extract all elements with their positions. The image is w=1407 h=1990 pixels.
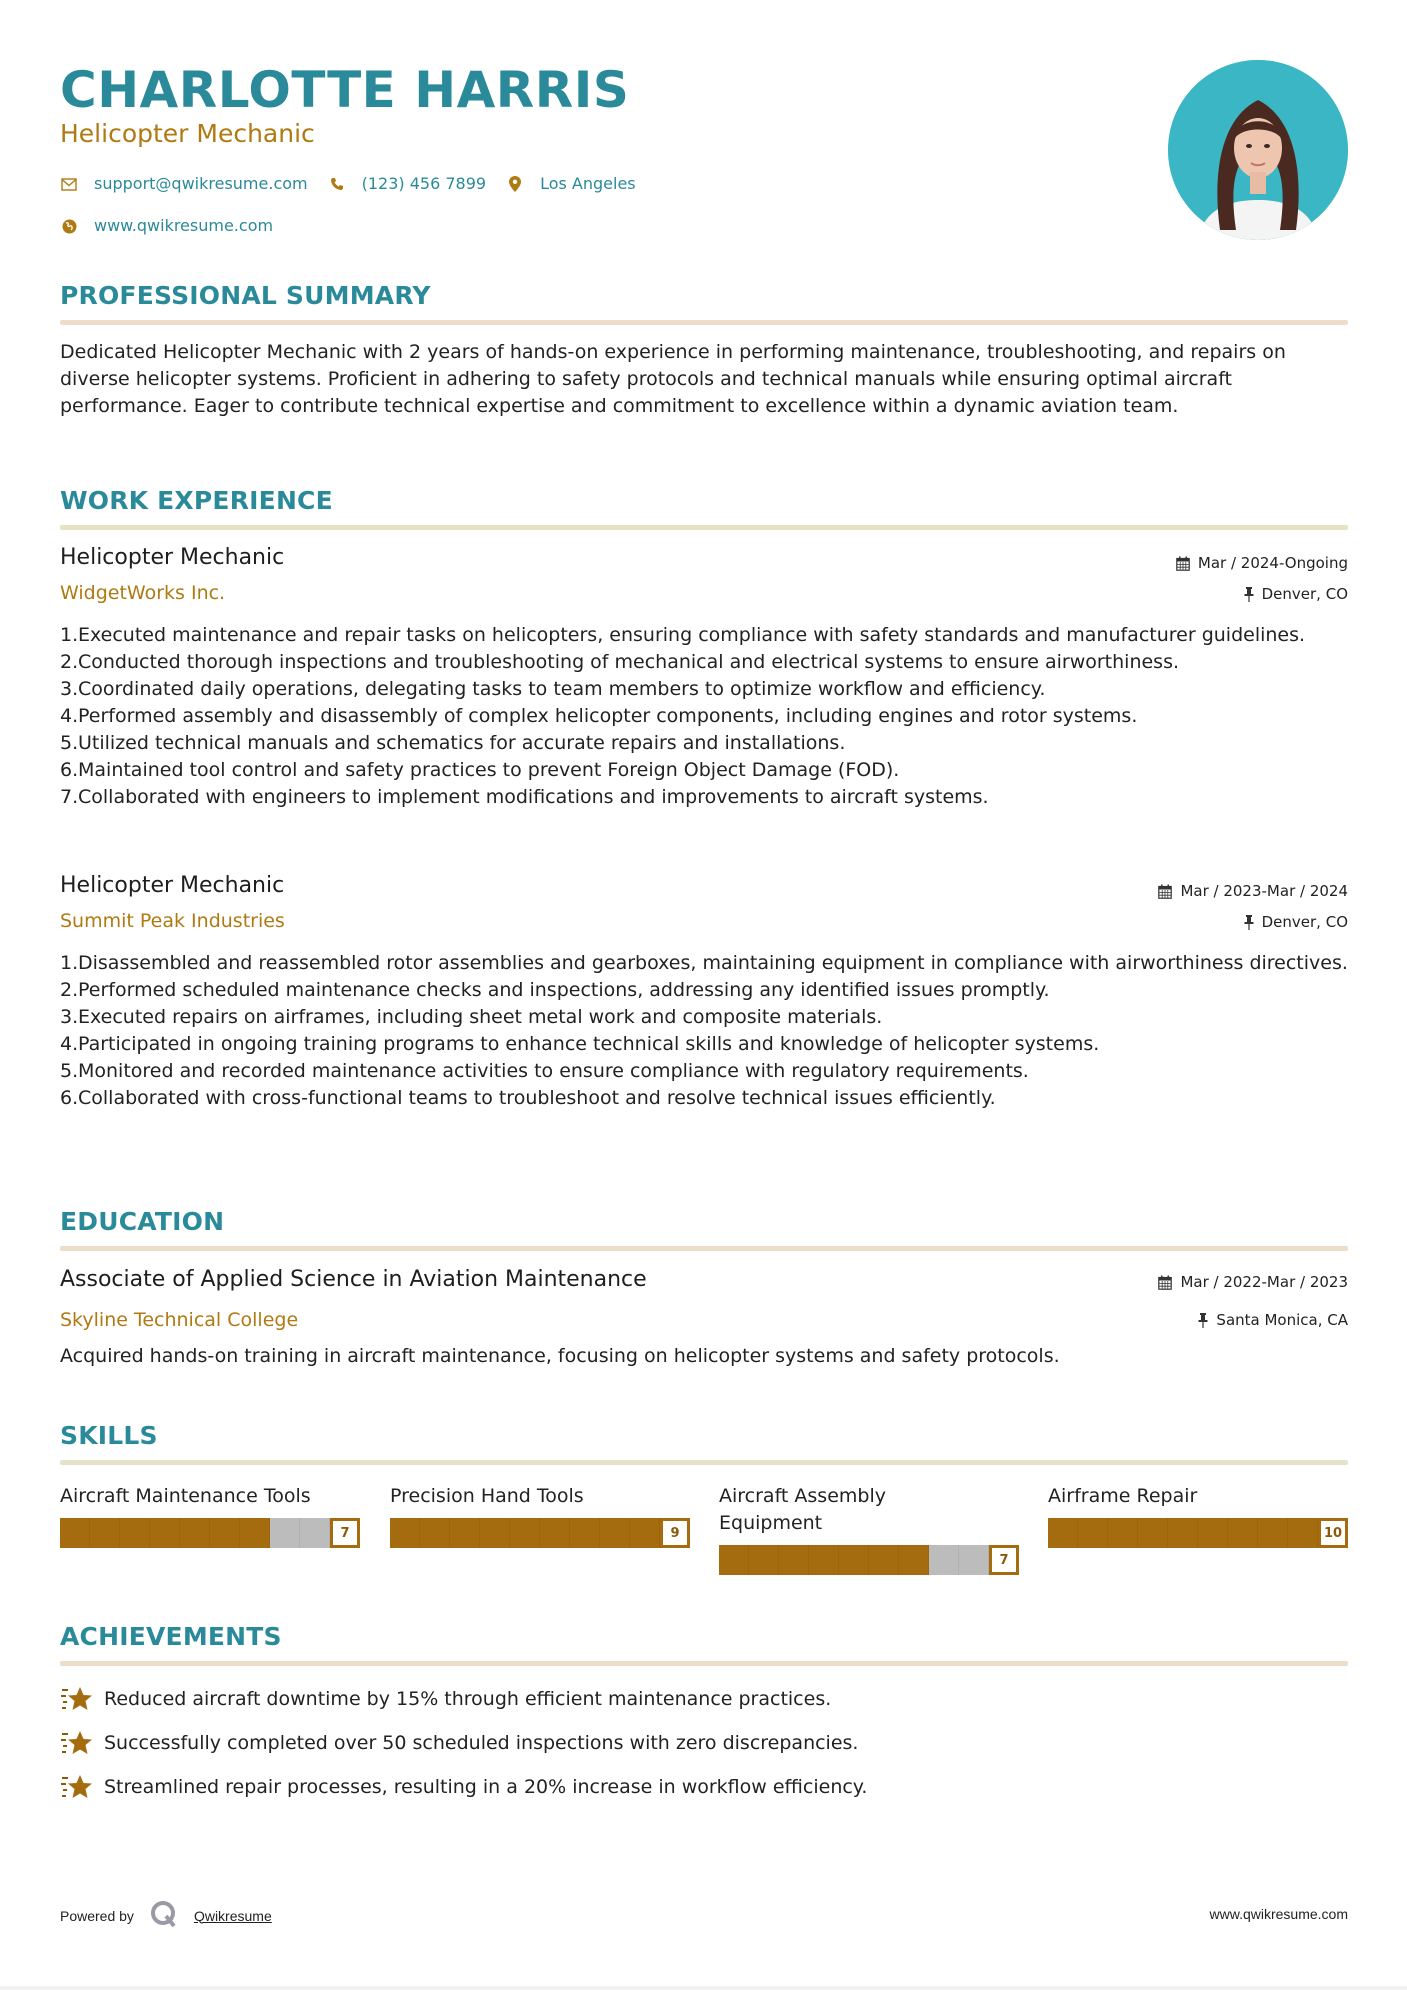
skill-level-bar	[1048, 1518, 1348, 1548]
list-item: 3. Coordinated daily operations, delegating tasks to team members to optimize workflow and efficiency.	[60, 678, 1046, 700]
skill-item	[1048, 1483, 1348, 1541]
globe-icon	[60, 217, 78, 235]
pushpin-icon	[1244, 587, 1254, 602]
job-bullet-list	[60, 950, 1348, 1112]
skill-name: Airframe Repair	[1048, 1485, 1198, 1507]
section-divider	[60, 1246, 1348, 1251]
education-description: Acquired hands-on training in aircraft maintenance, focusing on helicopter systems and safety protocols.	[60, 1345, 1060, 1367]
contact-row-website	[60, 215, 293, 237]
degree-title: Associate of Applied Science in Aviation Maintenance	[60, 1267, 647, 1292]
education-location	[1198, 1310, 1348, 1330]
achievement-text: Reduced aircraft downtime by 15% through efficient maintenance practices.	[104, 1687, 832, 1710]
job-dates	[1158, 881, 1348, 901]
school-name: Skyline Technical College	[60, 1309, 299, 1331]
skill-name: Aircraft Assembly Equipment	[719, 1485, 886, 1534]
section-title-education: EDUCATION	[60, 1207, 225, 1236]
list-item: 7. Collaborated with engineers to implement modifications and improvements to aircraft systems.	[60, 786, 989, 808]
candidate-role: Helicopter Mechanic	[60, 119, 315, 148]
achievement-text: Streamlined repair processes, resulting in a 20% increase in workflow efficiency.	[104, 1775, 868, 1798]
phone-number[interactable]: (123) 456 7899	[361, 174, 487, 193]
shooting-star-icon	[60, 1685, 94, 1713]
contact-location	[506, 173, 636, 195]
section-title-summary: PROFESSIONAL SUMMARY	[60, 281, 431, 310]
skill-item	[390, 1483, 690, 1541]
achievement-item	[60, 1729, 858, 1757]
achievement-text: Successfully completed over 50 scheduled inspections with zero discrepancies.	[104, 1731, 859, 1754]
footer-powered-by	[60, 1900, 272, 1931]
job-location	[1244, 584, 1348, 604]
company-name: WidgetWorks Inc.	[60, 582, 226, 604]
envelope-icon	[60, 175, 78, 193]
job-location-text: Denver, CO	[1261, 585, 1348, 603]
contact-row	[60, 173, 656, 195]
job-title: Helicopter Mechanic	[60, 873, 285, 898]
job-dates	[1176, 553, 1348, 573]
skill-score: 7	[330, 1518, 360, 1548]
email-link[interactable]: support@qwikresume.com	[94, 174, 308, 193]
job-location	[1244, 912, 1348, 932]
list-item: 4. Performed assembly and disassembly of complex helicopter components, including engines and rotor systems.	[60, 705, 1138, 727]
contact-phone[interactable]	[328, 173, 486, 195]
skill-item	[719, 1483, 1019, 1568]
job-dates-text: Mar / 2024-Ongoing	[1197, 554, 1348, 572]
contact-email[interactable]	[60, 173, 308, 195]
contact-website[interactable]	[60, 215, 273, 237]
skill-level-bar	[60, 1518, 360, 1548]
job-title: Helicopter Mechanic	[60, 545, 285, 570]
skill-score: 10	[1318, 1518, 1348, 1548]
footer-website[interactable]: www.qwikresume.com	[1209, 1906, 1348, 1922]
list-item: 3. Executed repairs on airframes, including sheet metal work and composite materials.	[60, 1006, 883, 1028]
pushpin-icon	[1244, 915, 1254, 930]
map-pin-icon	[506, 175, 524, 193]
list-item: 5. Utilized technical manuals and schematics for accurate repairs and installations.	[60, 732, 846, 754]
education-dates	[1158, 1272, 1348, 1292]
section-title-experience: WORK EXPERIENCE	[60, 486, 333, 515]
calendar-icon	[1158, 1275, 1172, 1290]
list-item: 1. Disassembled and reassembled rotor assemblies and gearboxes, maintaining equipment in compliance with airworthiness directives.	[60, 952, 1348, 974]
list-item: 1. Executed maintenance and repair tasks on helicopters, ensuring compliance with safety standards and manufacturer guidelines.	[60, 624, 1306, 646]
education-location-text: Santa Monica, CA	[1216, 1311, 1348, 1329]
list-item: 6. Collaborated with cross-functional teams to troubleshoot and resolve technical issues efficiently.	[60, 1087, 996, 1109]
qwikresume-logo-icon	[150, 1900, 178, 1931]
skill-item	[60, 1483, 360, 1541]
skill-score: 9	[660, 1518, 690, 1548]
skill-name: Aircraft Maintenance Tools	[60, 1485, 311, 1507]
company-name: Summit Peak Industries	[60, 910, 285, 932]
skill-level-bar	[390, 1518, 690, 1548]
shooting-star-icon	[60, 1773, 94, 1801]
list-item: 2. Conducted thorough inspections and troubleshooting of mechanical and electrical systems to ensure airworthiness.	[60, 651, 1180, 673]
location-text: Los Angeles	[540, 174, 636, 193]
section-title-skills: SKILLS	[60, 1421, 158, 1450]
candidate-name: CHARLOTTE HARRIS	[60, 61, 630, 119]
calendar-icon	[1158, 884, 1172, 899]
section-divider	[60, 525, 1348, 530]
phone-icon	[328, 175, 346, 193]
shooting-star-icon	[60, 1729, 94, 1757]
job-bullet-list	[60, 622, 1348, 811]
website-link[interactable]: www.qwikresume.com	[94, 216, 274, 235]
list-item: 4. Participated in ongoing training programs to enhance technical skills and knowledge of helicopter systems.	[60, 1033, 1100, 1055]
education-dates-text: Mar / 2022-Mar / 2023	[1180, 1273, 1348, 1291]
list-item: 6. Maintained tool control and safety practices to prevent Foreign Object Damage (FOD).	[60, 759, 900, 781]
summary-text: Dedicated Helicopter Mechanic with 2 years of hands-on experience in performing maintenance, troubleshooting, and repairs on diverse helicopter systems. Proficient in adhering to safety protocols and technical manuals while ensuring optimal aircraft performance. Eager to contribute technical expertise and commitment to excellence within a dynamic aviation team.	[60, 341, 1286, 417]
achievement-item	[60, 1685, 831, 1713]
achievement-item	[60, 1773, 867, 1801]
resume-page	[60, 0, 1348, 1990]
skill-score: 7	[989, 1545, 1019, 1575]
skill-level-bar	[719, 1545, 1019, 1575]
section-divider	[60, 1661, 1348, 1666]
section-divider	[60, 1460, 1348, 1465]
pushpin-icon	[1198, 1313, 1208, 1328]
section-divider	[60, 320, 1348, 325]
list-item: 5. Monitored and recorded maintenance activities to ensure compliance with regulatory requirements.	[60, 1060, 1029, 1082]
qwikresume-link[interactable]: Qwikresume	[193, 1907, 272, 1924]
skill-name: Precision Hand Tools	[390, 1485, 584, 1507]
calendar-icon	[1176, 556, 1190, 571]
job-dates-text: Mar / 2023-Mar / 2024	[1180, 882, 1348, 900]
list-item: 2. Performed scheduled maintenance checks and inspections, addressing any identified issues promptly.	[60, 979, 1050, 1001]
page-bottom-edge	[0, 1986, 1407, 1990]
section-title-achievements: ACHIEVEMENTS	[60, 1622, 282, 1651]
powered-by-label: Powered by	[60, 1907, 134, 1924]
job-location-text: Denver, CO	[1261, 913, 1348, 931]
avatar	[1168, 60, 1348, 240]
